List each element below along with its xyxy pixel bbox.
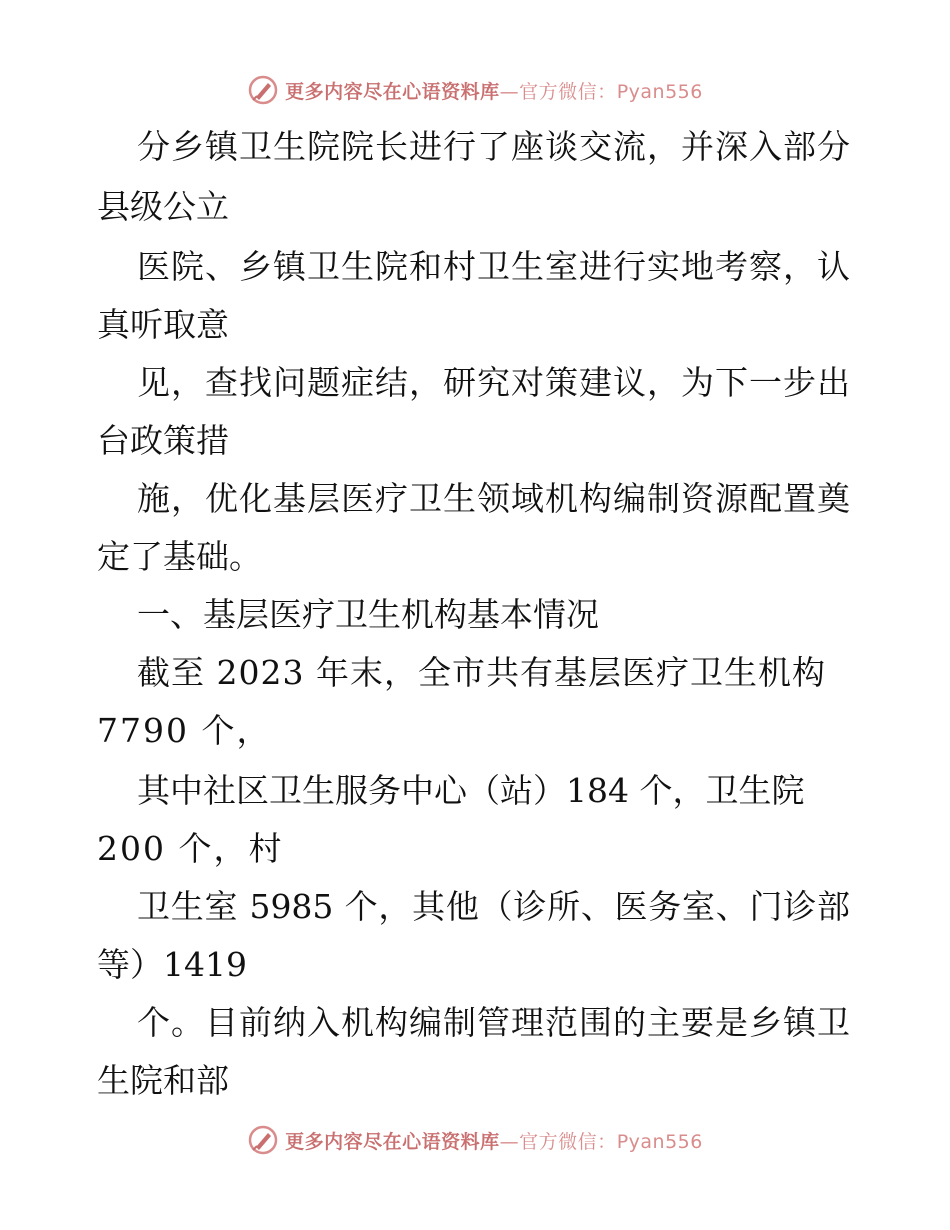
text-line: 等）1419 <box>97 945 247 984</box>
text-line: 生院和部 <box>97 1061 229 1100</box>
watermark-wechat-label: 官方微信： <box>519 1130 617 1153</box>
text-line: 医院、乡镇卫生院和村卫生室进行实地考察，认 <box>137 247 850 286</box>
text-line: 7790 个， <box>97 711 272 750</box>
watermark-wechat-label: 官方微信： <box>519 80 617 103</box>
text-line: 真听取意 <box>97 305 229 344</box>
text-line: 200 个，村 <box>97 829 284 868</box>
footer-watermark <box>0 1120 950 1160</box>
watermark-text <box>285 77 703 104</box>
watermark-site: 更多内容尽在心语资料库 <box>285 80 500 103</box>
text-line: 其中社区卫生服务中心（站）184 个，卫生院 <box>137 771 805 810</box>
text-line: 截至 2023 年末，全市共有基层医疗卫生机构 <box>137 653 826 692</box>
text-line: 个。目前纳入机构编制管理范围的主要是乡镇卫 <box>137 1003 850 1042</box>
watermark-site: 更多内容尽在心语资料库 <box>285 1130 500 1153</box>
watermark-text <box>285 1127 703 1154</box>
pen-seal-icon <box>247 74 279 106</box>
section-heading: 一、基层医疗卫生机构基本情况 <box>137 595 599 634</box>
watermark-dash: — <box>499 80 520 103</box>
header-watermark <box>0 70 950 110</box>
watermark-wechat-id: Pyan556 <box>616 1130 703 1153</box>
text-line: 施，优化基层医疗卫生领域机构编制资源配置奠 <box>137 479 850 518</box>
text-line: 定了基础。 <box>97 537 262 576</box>
pen-seal-icon <box>247 1124 279 1156</box>
text-line: 分乡镇卫生院院长进行了座谈交流，并深入部分 <box>137 127 850 166</box>
text-line: 卫生室 5985 个，其他（诊所、医务室、门诊部 <box>137 887 850 926</box>
watermark-wechat-id: Pyan556 <box>616 80 703 103</box>
watermark-dash: — <box>499 1130 520 1153</box>
text-line: 台政策措 <box>97 421 229 460</box>
text-line: 见，查找问题症结，研究对策建议，为下一步出 <box>137 363 850 402</box>
text-line: 县级公立 <box>97 187 229 226</box>
